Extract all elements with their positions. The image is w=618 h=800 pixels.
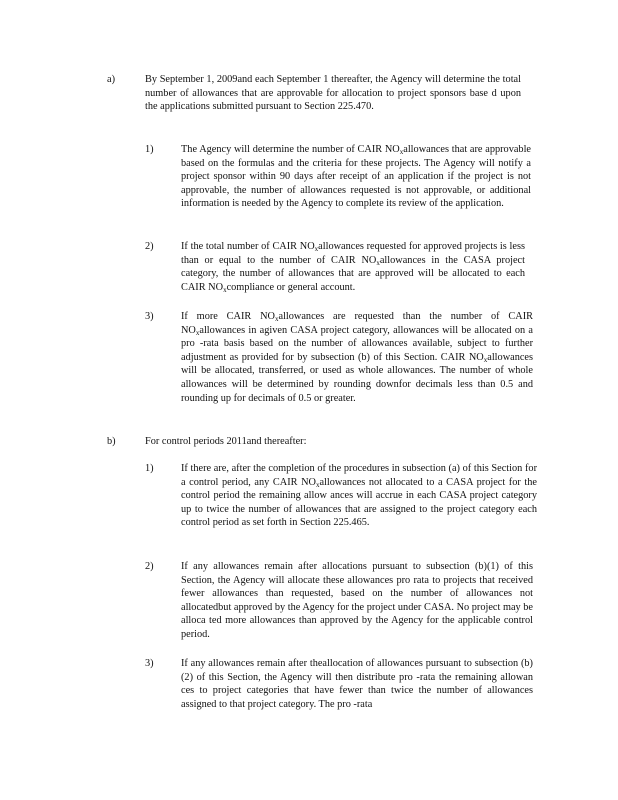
item-b2-text: If any allowances remain after allocations pursuant to subsection (b)(1) of this Section, the Agency will allocate these allowances pro rata to projects that received fewer allowances than requested, based on the number of allowances not allocatedbut approved by the Agency for the project under CASA. No project may be alloca ted more allowances than approved by the Agency for the applicable control period. <box>181 561 533 640</box>
text-run: allowances not allocated to a CASA project for the control period the remaining allow ances will accrue in each CASA project category up to twice the number of allowances that are assigned to the project category each control period as set forth in Section 225.465. <box>181 476 537 529</box>
text-run: If there are, after the completion of the procedures in subsection (a) of this Section for a control period, any CAIR NO <box>181 463 537 488</box>
item-a3-label: 3) <box>145 311 154 322</box>
subscript: x <box>223 285 227 294</box>
subscript: x <box>399 148 404 156</box>
text-run: If more CAIR NO <box>181 311 275 322</box>
section-b-label: b) <box>107 436 116 447</box>
item-a2-text <box>181 240 525 294</box>
text-run: The Agency will determine the number of CAIR NO <box>181 144 400 155</box>
text-run: allowances will be allocated, transferred, or used as whole allowances. The number of whole allowances will be determined by rounding downfor decimals less than 0.5 and rounding up for decimals of 0.5 or greater. <box>181 351 533 404</box>
item-a2-label: 2) <box>145 241 154 252</box>
item-a3-text <box>181 310 533 405</box>
item-a1-line <box>181 143 531 211</box>
section-a-text: By September 1, 2009and each September 1 thereafter, the Agency will determine the total number of allowances that are approvable for allocation to project sponsors base d upon the applications submitted pursuant to Section 225.470. <box>145 74 521 113</box>
item-b3-label: 3) <box>145 658 154 669</box>
subscript: x <box>376 258 380 267</box>
item-b2-label: 2) <box>145 561 154 572</box>
subscript: x <box>195 328 200 337</box>
item-b1-line <box>181 462 537 530</box>
subscript: x <box>274 315 279 323</box>
item-b1-label: 1) <box>145 463 154 474</box>
text-run: allowances requested for approved projects is less than or equal to the number of CAIR NO <box>181 241 525 266</box>
subscript: x <box>483 355 488 364</box>
item-a3-line <box>181 310 533 405</box>
text-run: allowances in agiven CASA project category, allowances will be allocated on a pro -rata basis based on the number of allowances available, subject to further adjustment as provided for by subsection (b) of this Section. CAIR NO <box>181 324 533 363</box>
text-run: If the total number of CAIR NO <box>181 241 315 252</box>
text-run: allowances that are approvable based on the formulas and the criteria for these projects. The Agency will notify a project sponsor within 90 days after receipt of an application if the project is not approvable, the number of allowances requested is not approvable, or additional information is needed by the Agency to complete its review of the application. <box>181 144 532 210</box>
section-b-text: For control periods 2011and thereafter: <box>145 436 307 447</box>
text-run: allowances are requested than the number of CAIR NO <box>181 311 533 336</box>
item-a1-text <box>181 143 531 211</box>
subscript: x <box>314 245 319 253</box>
text-run: allowances in the CASA project category, the number of allowances that are approved will be allocated to each CAIR NO <box>181 254 525 293</box>
item-a2-line <box>181 240 525 294</box>
item-b1-text <box>181 462 537 530</box>
text-run: compliance or general account. <box>226 281 356 293</box>
item-b3-text: If any allowances remain after theallocation of allowances pursuant to subsection (b)(2) of this Section, the Agency will then distribute pro -rata the remaining allowan ces to project categories that have fewer than twice the number of allowances assigned to that project category. The pro -rata <box>181 658 533 710</box>
section-a-label: a) <box>107 74 115 85</box>
item-a1-label: 1) <box>145 144 154 155</box>
subscript: x <box>315 480 320 489</box>
